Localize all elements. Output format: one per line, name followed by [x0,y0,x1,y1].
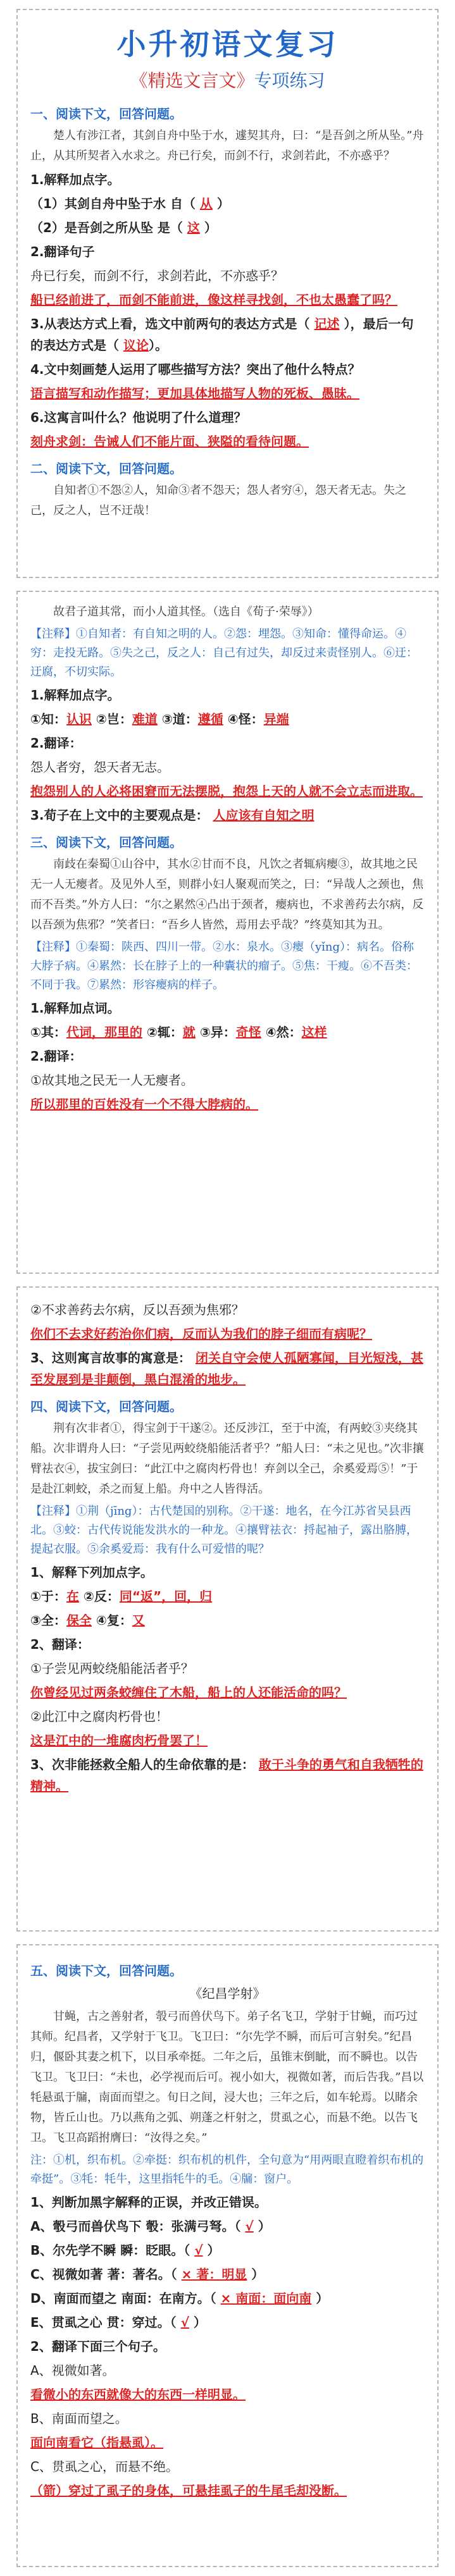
question-1-2-text: 舟已行矣，而剑不行，求剑若此，不亦惑乎？ [30,268,284,283]
question-5-2a: A、视微如著。 [30,2363,115,2378]
passage-2b: 故君子道其常，而小人道其怪。（选自《荀子·荣辱》） [53,605,319,619]
question-5-1e: E、贯虱之心 贯：穿过。（ √ ） [30,2315,206,2330]
passage-1: 楚人有涉江者，其剑自舟中坠于水，遽契其舟，曰：“是吾剑之所从坠。”舟止，从其所契者入水求之。舟已行矣，而剑不行，求剑若此，不亦惑乎？ [30,129,424,163]
answer-5-2c: （箭）穿过了虱子的身体，可悬挂虱子的牛尾毛却没断。 [30,2483,347,2498]
answer-3-2: 所以那里的百姓没有一个不得大脖病的。 [30,1097,258,1112]
answer-1-5: 刻舟求剑：告诫人们不能片面、狭隘的看待问题。 [30,434,309,449]
question-5-2b: B、南面而望之。 [30,2411,128,2426]
question-1-1: 1.解释加点字。 [30,172,120,187]
section-heading-2: 二、阅读下文，回答问题。 [30,461,182,476]
question-4-1-row1: ①于：在 ②反：同“返”，回，归 [30,1589,213,1604]
passage-5-title: 《纪昌学射》 [189,1986,266,2001]
question-5-1d: D、南面而望之 南面：在南方。（ × 南面：面向南 ） [30,2291,329,2306]
page-title: 小升初语文复习 [116,27,339,61]
question-1-2: 2.翻译句子 [30,244,95,259]
question-1-1a: （1）其剑自舟中坠于水 自（ 从 ） [30,196,230,211]
question-4-1-row2: ③全：保全 ④复：又 [30,1613,145,1628]
card-1 [16,9,439,578]
question-3-2b-text: ②不求善药去尔病，反以吾颈为焦邪？ [30,1302,244,1317]
passage-4: 荆有次非者①，得宝剑于干遂②。还反涉江，至于中流，有两蛟③夹绕其船。次非谓舟人曰：“子尝见两蛟绕船能活者乎？”船人曰：“未之见也。”次非攘臂祛衣④，拔宝剑曰：“此江中之腐肉朽骨也！弃剑以全己，余奚爱焉⑤！”于是赴江刺蛟，杀之而复上船。舟中之人皆得活。 [30,1422,424,1496]
answer-5-2a: 看微小的东西就像大的东西一样明显。 [30,2387,246,2402]
subtitle-blue: 专项练习 [254,70,325,91]
section-heading-3: 三、阅读下文，回答问题。 [30,835,182,850]
question-2-2-text: 怨人者穷，怨天者无志。 [30,760,170,775]
question-4-3: 3、次非能拯救全船人的生命依靠的是： 敢于斗争的勇气和自我牺牲的精神。 [30,1757,423,1794]
question-4-1: 1、解释下列加点字。 [30,1565,153,1580]
question-1-5: 6.这寓言叫什么？他说明了什么道理？ [30,410,247,425]
passage-3: 南歧在秦蜀①山谷中，其水②甘而不良，凡饮之者辄病瘿③，故其地之民无一人无瘿者。及见外人至，则群小妇人聚观而笑之，曰：“异哉人之颈也，焦而不吾类。”外方人曰：“尔之累然④凸出于颈者，瘿病也，不求善药去尔病，反以吾颈为焦邪？”笑者曰：“吾乡人皆然，焉用去乎哉？”终莫知其为丑。 [30,858,424,932]
answer-1-2: 船已经前进了，而剑不能前进，像这样寻找剑，不也太愚蠢了吗？ [30,292,397,307]
question-5-1b: B、尔先学不瞬 瞬：眨眼。（ √ ） [30,2243,220,2258]
question-3-1-answers: ①其：代词，那里的 ②辄：就 ③异：奇怪 ④然：这样 [30,1025,327,1040]
question-4-2-text2: ②此江中之腐肉朽骨也！ [30,1709,168,1724]
question-4-2-text: ①子尝见两蛟绕船能活者乎？ [30,1661,194,1676]
passage-5: 甘蝇，古之善射者，彀弓而兽伏鸟下。弟子名飞卫，学射于甘蝇，而巧过其师。纪昌者，又学射于飞卫。飞卫曰：“尔先学不瞬，而后可言射矣。”纪昌归，偃卧其妻之机下，以目承牵挺。二年之后，虽锥末倒眦，而不瞬也。以告飞卫。飞卫曰：“未也，必学视而后可。视小如大，视微如著，而后告我。”昌以牦悬虱于牖，南面而望之。旬日之间，浸大也；三年之后，如车轮焉。以睹余物，皆丘山也。乃以燕角之弧、朔蓬之杆射之，贯虱之心，而悬不绝。以告飞卫。飞卫高蹈拊膺曰：“汝得之矣。” [30,2010,424,2145]
answer-1-4: 语言描写和动作描写；更加具体地描写人物的死板、愚昧。 [30,386,359,401]
question-5-1c: C、视微如著 著：著名。（ × 著：明显 ） [30,2267,265,2282]
question-4-2: 2、翻译： [30,1637,90,1652]
question-3-2-text: ①故其地之民无一人无瘿者。 [30,1073,194,1088]
section-heading-5: 五、阅读下文，回答问题。 [30,1963,182,1978]
question-3-1: 1.解释加点词。 [30,1001,120,1016]
card-3 [16,1286,439,1932]
answer-3-2b: 你们不去求好药治你们病，反而认为我们的脖子细而有病呢？ [30,1326,372,1341]
passage-2: 自知者①不怨②人，知命③者不怨天；怨人者穷④，怨天者无志。失之己，反之人，岂不迂哉！ [30,484,406,517]
section-heading-4: 四、阅读下文，回答问题。 [30,1399,182,1414]
answer-5-2b: 面向南看它（指悬虱）。 [30,2435,163,2450]
question-5-2: 2、翻译下面三个句子。 [30,2339,166,2354]
question-2-2: 2.翻译： [30,736,82,751]
section-heading-1: 一、阅读下文，回答问题。 [30,106,182,121]
answer-4-2b: 这是江中的一堆腐肉朽骨罢了！ [30,1733,208,1748]
page-subtitle [30,67,425,92]
question-2-3: 3.荀子在上文中的主要观点是： 人应该有自知之明 [30,808,315,823]
note-3: 【注释】①秦蜀：陕西、四川一带。②水：泉水。③瘿（yǐng）：病名。俗称大脖子病。④累然：长在脖子上的一种囊状的瘤子。⑤焦：干瘦。⑥不吾类：不同于我。⑦累然：形容瘿病的样子。 [30,940,418,992]
question-5-1: 1、判断加黑字解释的正误，并改正错误。 [30,2195,267,2210]
question-2-1: 1.解释加点字。 [30,687,120,703]
question-3-2: 2.翻译： [30,1049,82,1064]
note-4: 【注释】①荆（jīng）：古代楚国的别称。②干遂：地名，在今江苏省吴县西北。③蛟：古代传说能发洪水的一种龙。④攘臂祛衣：捋起袖子，露出胳膊，提起衣服。⑤余奚爱焉：我有什么可爱惜的呢？ [30,1505,418,1556]
question-1-4: 4.文中刻画楚人运用了哪些描写方法？突出了他什么特点？ [30,362,361,377]
subtitle-red: 《精选文言文》 [130,70,254,91]
answer-2-2: 抱怨别人的人必将困窘而无法摆脱，抱怨上天的人就不会立志而进取。 [30,784,423,799]
note-5: 注：①机，织布机。②牵挺：织布机的机件，全句意为“用两眼直瞪着织布机的牵挺”。③牦：牦牛，这里指牦牛的毛。④牖：窗户。 [30,2154,424,2186]
card-4 [16,1944,439,2567]
question-2-1-answers: ①知：认识 ②岂：难道 ③道：遵循 ④怪：异端 [30,712,289,727]
note-2: 【注释】①自知者：有自知之明的人。②怨：埋怨。③知命：懂得命运。④穷：走投无路。⑤失之己，反之人：自己有过失，却反过来责怪别人。⑥迂：迂腐，不切实际。 [30,627,418,679]
card-2 [16,591,439,1274]
question-5-2c: C、贯虱之心，而悬不绝。 [30,2459,178,2474]
question-5-1a: A、彀弓而兽伏鸟下 彀：张满弓弩。（ √ ） [30,2219,271,2234]
question-1-1b: （2）是吾剑之所从坠 是（ 这 ） [30,220,217,235]
answer-4-2: 你曾经见过两条蛟缠住了木船，船上的人还能活命的吗？ [30,1685,347,1700]
question-3-3: 3、这则寓言故事的寓意是： 闭关自守会使人孤陋寡闻，目光短浅，甚至发展到是非颠倒，黑白混淆的地步。 [30,1350,423,1387]
question-1-3: 3.从表达方式上看，选文中前两句的表达方式是（ 记述 ），最后一句的表达方式是（ 议论）。 [30,316,414,353]
